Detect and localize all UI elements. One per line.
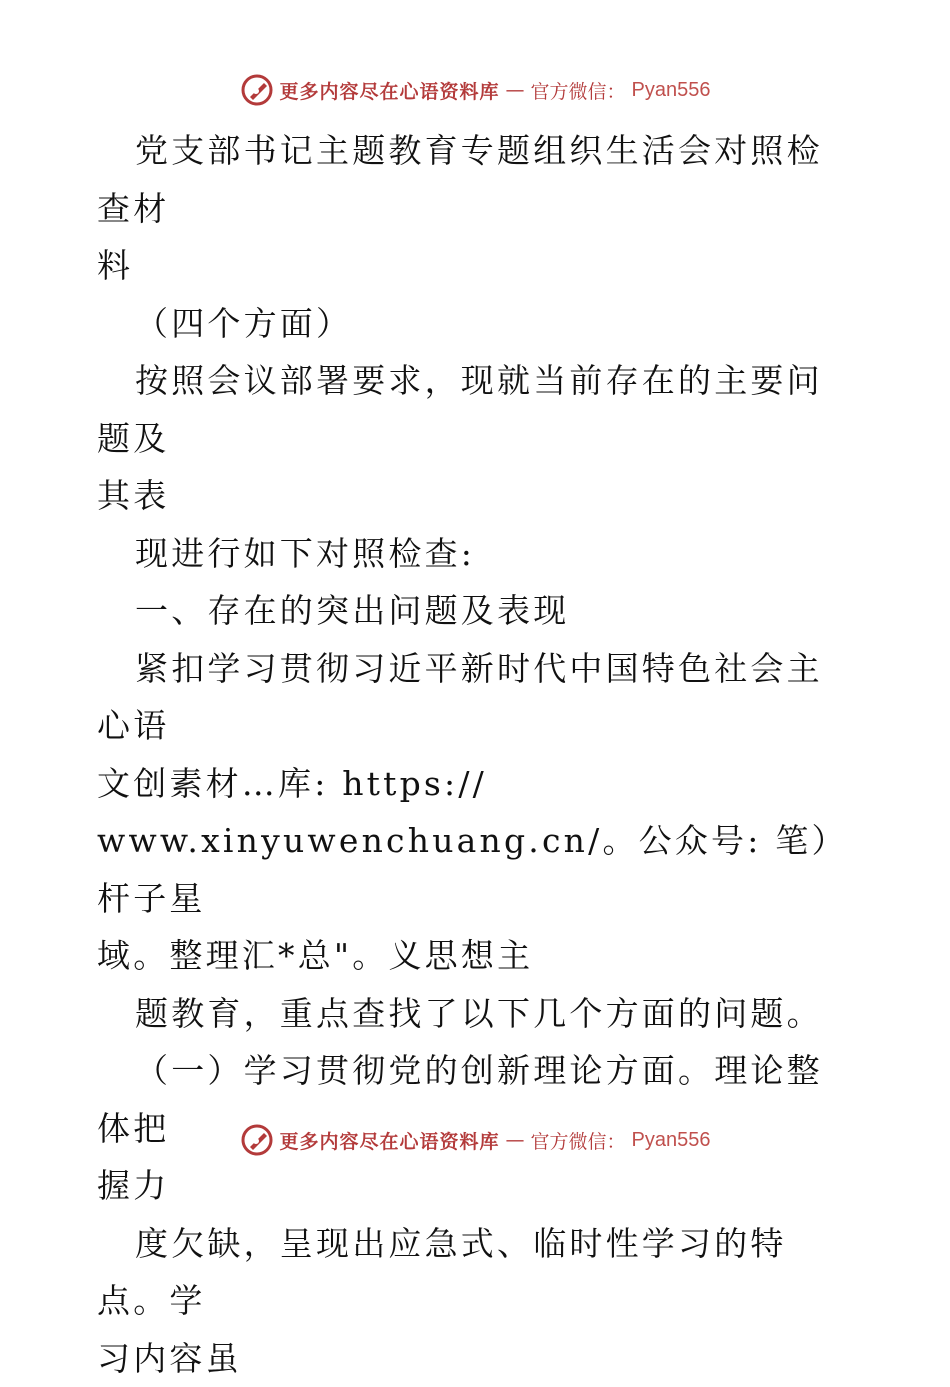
text-line: 紧扣学习贯彻习近平新时代中国特色社会主心语 — [97, 640, 857, 755]
watermark-separator: — — [506, 1129, 525, 1151]
watermark-label: 官方微信： — [531, 77, 626, 104]
text-line: 握力 — [97, 1157, 857, 1215]
section-heading: 一、存在的突出问题及表现 — [97, 582, 857, 640]
watermark-wechat-id: Pyan556 — [632, 1129, 711, 1152]
text-line: 党支部书记主题教育专题组织生活会对照检查材 — [97, 122, 857, 237]
text-line: www.xinyuwenchuang.cn/。公众号: 笔）杆子星 — [97, 812, 857, 927]
text-line: 文创素材…库: https:// — [97, 755, 857, 813]
header-watermark — [0, 70, 950, 110]
text-line: 按照会议部署要求，现就当前存在的主要问题及 — [97, 352, 857, 467]
watermark-text: 更多内容尽在心语资料库 — [280, 1127, 500, 1154]
watermark-separator: — — [506, 79, 525, 101]
document-body — [97, 122, 857, 1387]
text-line: 域。整理汇*总"。义思想主 — [97, 927, 857, 985]
watermark-label: 官方微信： — [531, 1127, 626, 1154]
text-line: 料 — [97, 237, 857, 295]
text-line: 习内容虽 — [97, 1330, 857, 1387]
text-line: 现进行如下对照检查: — [97, 525, 857, 583]
text-line: （一）学习贯彻党的创新理论方面。理论整体把 — [97, 1042, 857, 1157]
pen-logo-icon — [240, 73, 274, 107]
pen-logo-icon — [240, 1123, 274, 1157]
footer-watermark — [0, 1120, 950, 1160]
watermark-wechat-id: Pyan556 — [632, 79, 711, 102]
text-line: 题教育，重点查找了以下几个方面的问题。 — [97, 985, 857, 1043]
text-line: （四个方面） — [97, 295, 857, 353]
text-line: 度欠缺，呈现出应急式、临时性学习的特点。学 — [97, 1215, 857, 1330]
watermark-text: 更多内容尽在心语资料库 — [280, 77, 500, 104]
text-line: 其表 — [97, 467, 857, 525]
